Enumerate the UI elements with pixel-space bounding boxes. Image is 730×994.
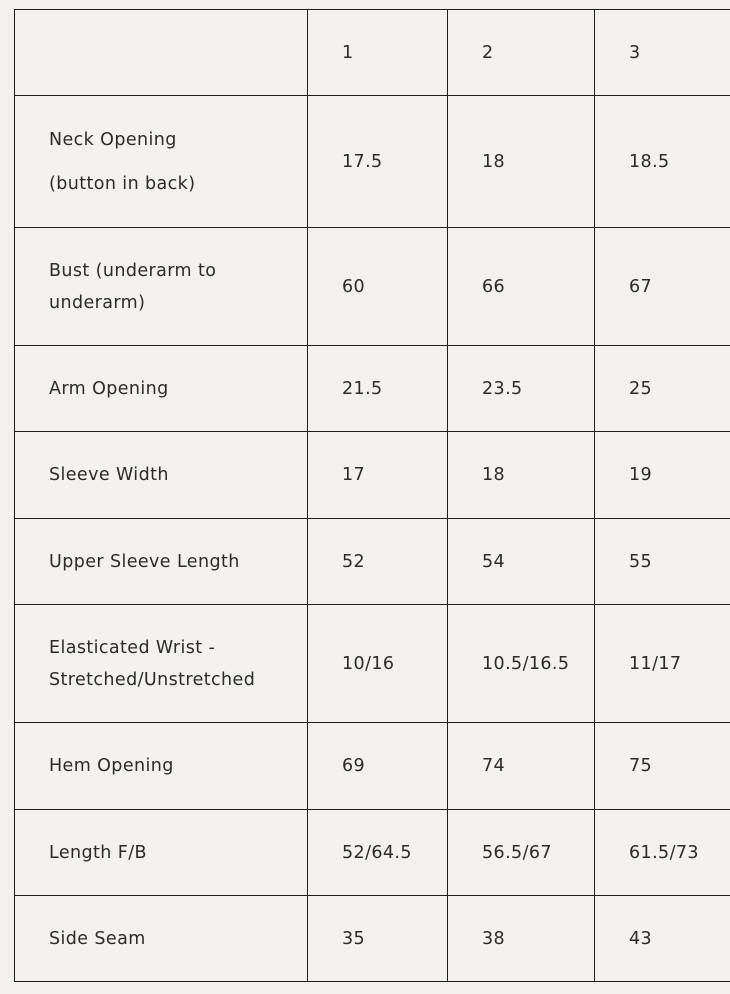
- value-cell: 21.5: [308, 346, 448, 432]
- row-label-line: Side Seam: [49, 928, 146, 949]
- row-label-line: Sleeve Width: [49, 465, 169, 485]
- table-row: [15, 519, 730, 605]
- value-cell: 60: [308, 228, 448, 346]
- value-cell: 18: [448, 96, 595, 228]
- row-label-line: Elasticated Wrist -: [49, 637, 216, 658]
- row-label: [15, 605, 308, 723]
- table-row: [15, 96, 730, 228]
- value-cell: 56.5/67: [448, 810, 595, 896]
- table-row: [15, 605, 730, 723]
- value-cell: 74: [448, 723, 595, 810]
- row-label: [15, 228, 308, 346]
- value-cell: 52: [308, 519, 448, 605]
- value-cell: 10/16: [308, 605, 448, 723]
- value-cell: 18: [448, 432, 595, 519]
- value-cell: 69: [308, 723, 448, 810]
- row-label: [15, 96, 308, 228]
- row-label-line: (button in back): [49, 173, 196, 194]
- value-cell: 17.5: [308, 96, 448, 228]
- value-cell: 38: [448, 896, 595, 982]
- row-label-line: Length F/B: [49, 842, 147, 863]
- row-label-line: Neck Opening: [49, 129, 177, 150]
- table-row: [15, 723, 730, 810]
- value-cell: 19: [595, 432, 730, 519]
- size-chart: [14, 9, 730, 982]
- value-cell: 66: [448, 228, 595, 346]
- value-cell: 61.5/73: [595, 810, 730, 896]
- value-cell: 11/17: [595, 605, 730, 723]
- table-row: [15, 810, 730, 896]
- value-cell: 67: [595, 228, 730, 346]
- table-row: [15, 346, 730, 432]
- value-cell: 55: [595, 519, 730, 605]
- value-cell: 17: [308, 432, 448, 519]
- row-label-line: Arm Opening: [49, 378, 169, 399]
- header-cell-empty: [15, 10, 308, 96]
- size-table: [14, 9, 730, 982]
- value-cell: 23.5: [448, 346, 595, 432]
- value-cell: 25: [595, 346, 730, 432]
- header-row: [15, 10, 730, 96]
- value-cell: 10.5/16.5: [448, 605, 595, 723]
- row-label-line: Bust (underarm to: [49, 260, 217, 281]
- table-row: [15, 432, 730, 519]
- row-label: [15, 432, 308, 519]
- header-cell-size-3: 3: [595, 10, 730, 96]
- header-cell-size-2: 2: [448, 10, 595, 96]
- row-label: [15, 810, 308, 896]
- table-row: [15, 896, 730, 982]
- value-cell: 54: [448, 519, 595, 605]
- header-cell-size-1: 1: [308, 10, 448, 96]
- row-label-line: Hem Opening: [49, 756, 174, 776]
- row-label-line: underarm): [49, 292, 146, 313]
- table-row: [15, 228, 730, 346]
- value-cell: 75: [595, 723, 730, 810]
- row-label-line: Upper Sleeve Length: [49, 551, 240, 572]
- value-cell: 52/64.5: [308, 810, 448, 896]
- row-label: [15, 896, 308, 982]
- value-cell: 35: [308, 896, 448, 982]
- value-cell: 43: [595, 896, 730, 982]
- row-label-line: Stretched/Unstretched: [49, 669, 256, 690]
- value-cell: 18.5: [595, 96, 730, 228]
- row-label: [15, 723, 308, 810]
- row-label: [15, 346, 308, 432]
- row-label: [15, 519, 308, 605]
